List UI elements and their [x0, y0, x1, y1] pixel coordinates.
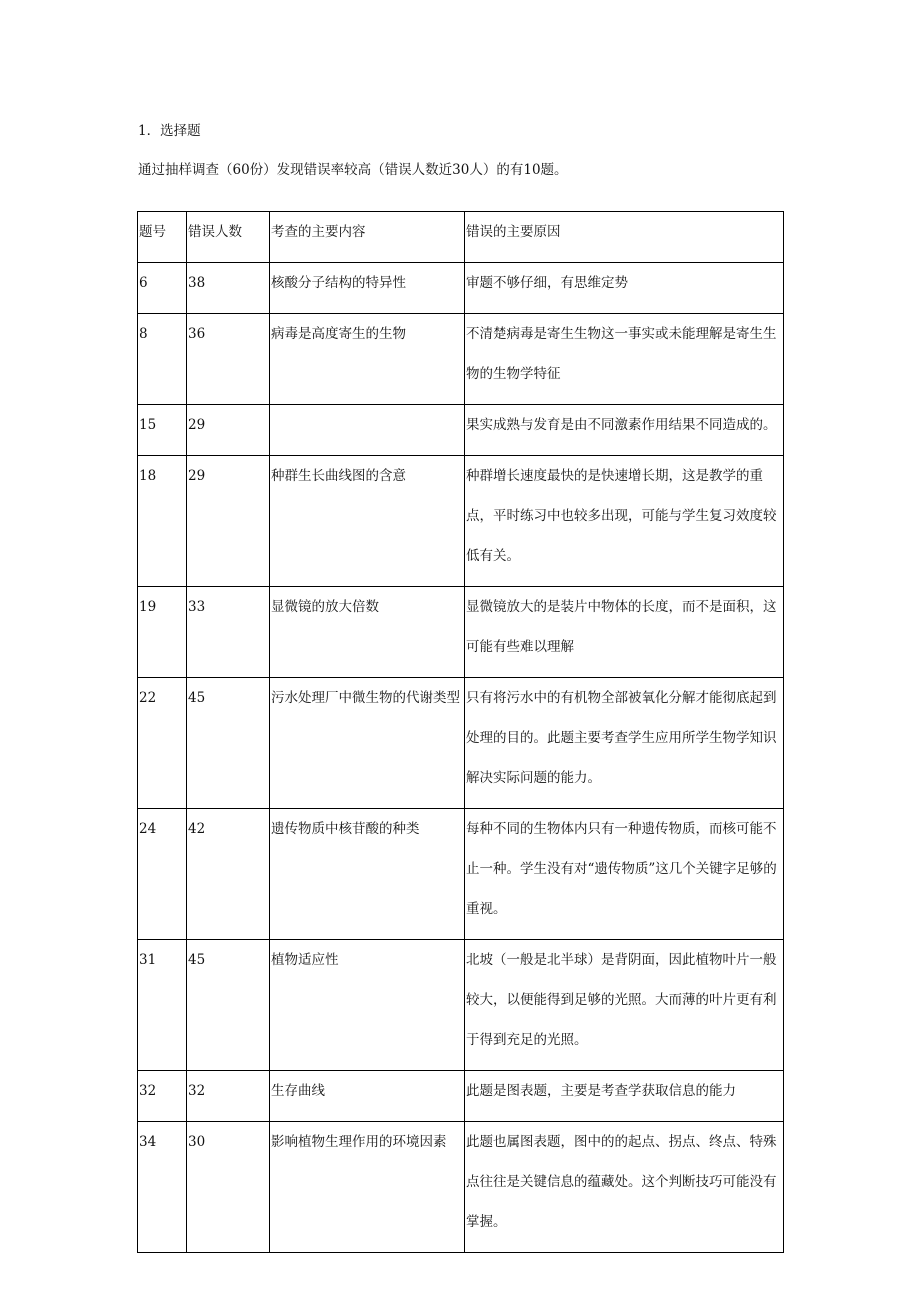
cell-num: 19 [138, 587, 187, 678]
header-errors: 错误人数 [187, 212, 270, 263]
cell-errors: 42 [187, 809, 270, 940]
table-row [138, 314, 784, 405]
cell-num: 32 [138, 1071, 187, 1122]
intro-paragraph: 通过抽样调查（60份）发现错误率较高（错误人数近30人）的有10题。 [138, 162, 568, 178]
section-heading: 1．选择题 [138, 123, 201, 139]
table-row [138, 405, 784, 456]
cell-num: 24 [138, 809, 187, 940]
cell-content: 种群生长曲线图的含意 [270, 456, 465, 587]
cell-reason: 此题也属图表题，图中的的起点、拐点、终点、特殊点往往是关键信息的蕴藏处。这个判断技巧可能没有掌握。 [465, 1122, 784, 1253]
table-header-row [138, 212, 784, 263]
cell-content: 植物适应性 [270, 940, 465, 1071]
table-row [138, 456, 784, 587]
cell-reason: 审题不够仔细，有思维定势 [465, 263, 784, 314]
cell-reason: 只有将污水中的有机物全部被氧化分解才能彻底起到处理的目的。此题主要考查学生应用所学生物学知识解决实际问题的能力。 [465, 678, 784, 809]
cell-content: 核酸分子结构的特异性 [270, 263, 465, 314]
table-row [138, 587, 784, 678]
cell-errors: 36 [187, 314, 270, 405]
cell-reason: 种群增长速度最快的是快速增长期，这是教学的重点，平时练习中也较多出现，可能与学生复习效度较低有关。 [465, 456, 784, 587]
cell-reason: 此题是图表题，主要是考查学获取信息的能力 [465, 1071, 784, 1122]
cell-reason: 北坡（一般是北半球）是背阴面，因此植物叶片一般较大，以便能得到足够的光照。大而薄的叶片更有利于得到充足的光照。 [465, 940, 784, 1071]
cell-content [270, 405, 465, 456]
table-row [138, 809, 784, 940]
cell-errors: 45 [187, 940, 270, 1071]
header-num: 题号 [138, 212, 187, 263]
cell-reason: 不清楚病毒是寄生生物这一事实或未能理解是寄生生物的生物学特征 [465, 314, 784, 405]
cell-errors: 38 [187, 263, 270, 314]
cell-content: 遗传物质中核苷酸的种类 [270, 809, 465, 940]
table-row [138, 1122, 784, 1253]
cell-content: 污水处理厂中微生物的代谢类型 [270, 678, 465, 809]
cell-content: 生存曲线 [270, 1071, 465, 1122]
header-content: 考查的主要内容 [270, 212, 465, 263]
cell-content: 影响植物生理作用的环境因素 [270, 1122, 465, 1253]
table-row [138, 678, 784, 809]
cell-num: 22 [138, 678, 187, 809]
cell-content: 显微镜的放大倍数 [270, 587, 465, 678]
cell-reason: 每种不同的生物体内只有一种遗传物质，而核可能不止一种。学生没有对“遗传物质”这几个关键字足够的重视。 [465, 809, 784, 940]
cell-num: 15 [138, 405, 187, 456]
cell-content: 病毒是高度寄生的生物 [270, 314, 465, 405]
cell-num: 6 [138, 263, 187, 314]
cell-num: 18 [138, 456, 187, 587]
cell-errors: 45 [187, 678, 270, 809]
cell-num: 8 [138, 314, 187, 405]
header-reason: 错误的主要原因 [465, 212, 784, 263]
cell-errors: 33 [187, 587, 270, 678]
table-row [138, 940, 784, 1071]
cell-errors: 30 [187, 1122, 270, 1253]
cell-num: 31 [138, 940, 187, 1071]
table-row [138, 263, 784, 314]
table-row [138, 1071, 784, 1122]
cell-errors: 32 [187, 1071, 270, 1122]
cell-num: 34 [138, 1122, 187, 1253]
cell-errors: 29 [187, 456, 270, 587]
cell-reason: 显微镜放大的是装片中物体的长度，而不是面积，这可能有些难以理解 [465, 587, 784, 678]
error-analysis-table [137, 211, 784, 1253]
cell-reason: 果实成熟与发育是由不同激素作用结果不同造成的。 [465, 405, 784, 456]
cell-errors: 29 [187, 405, 270, 456]
